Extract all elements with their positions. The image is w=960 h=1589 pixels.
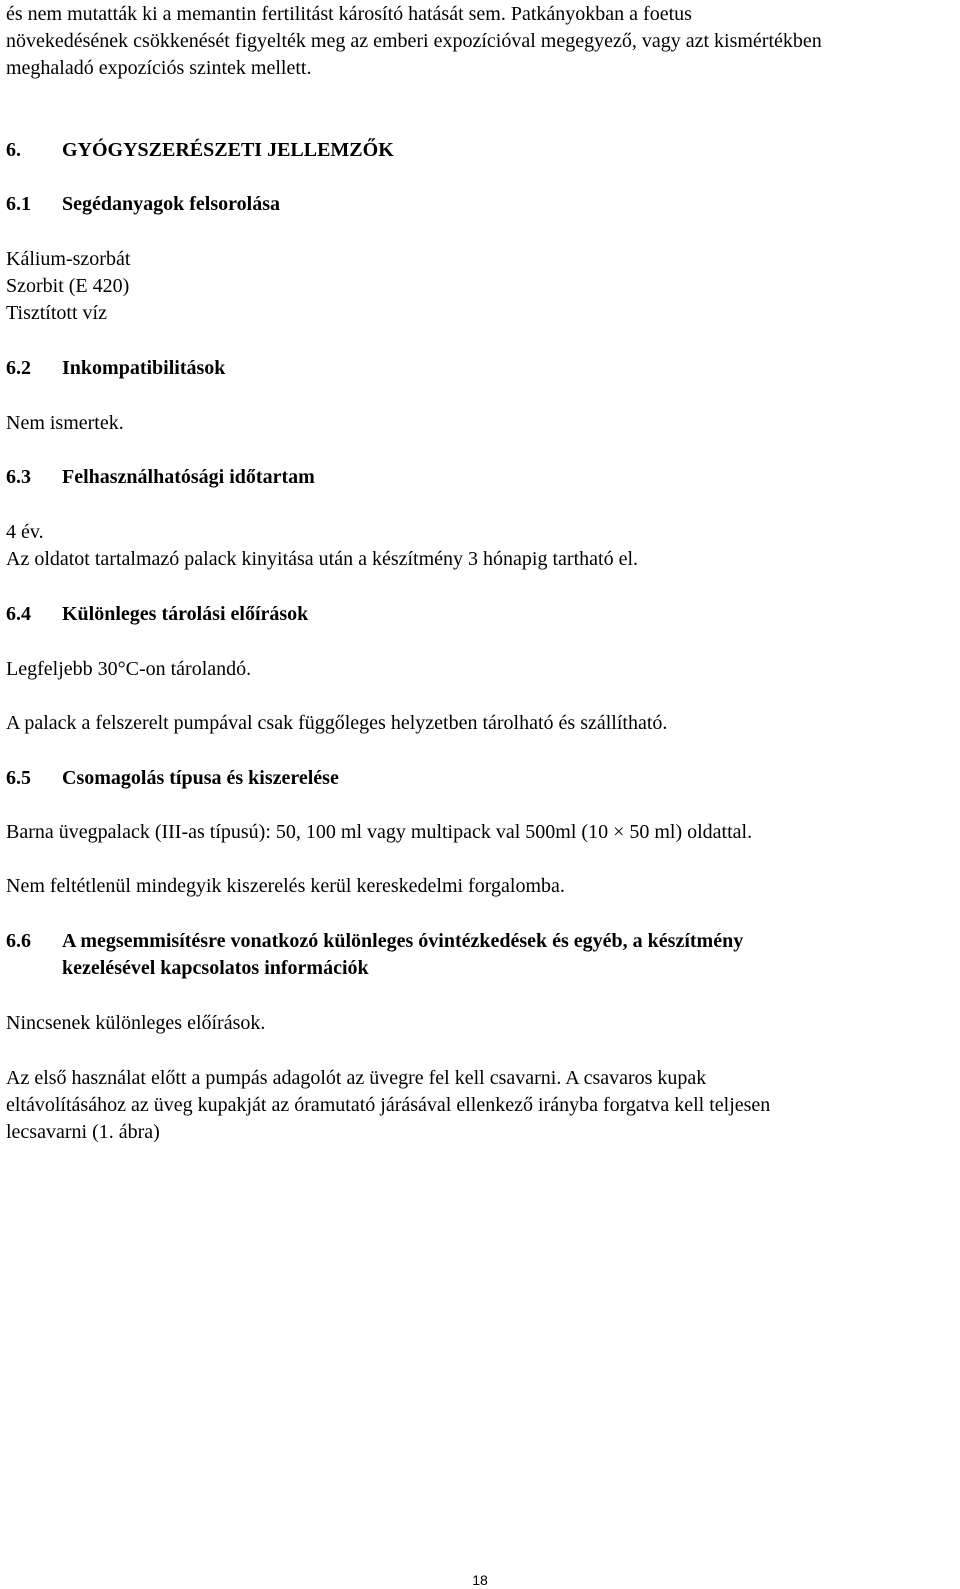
- package-text-1: Barna üvegpalack (III-as típusú): 50, 100 ml vagy multipack val 500ml (10 × 50 ml) oldattal.: [6, 821, 753, 843]
- section-number: 6.1: [6, 193, 31, 215]
- section-number: 6.6: [6, 930, 31, 952]
- section-number: 6.2: [6, 357, 31, 379]
- section-6-6-heading: [6, 928, 743, 954]
- incompatibility-text: Nem ismertek.: [6, 412, 124, 434]
- section-title: Inkompatibilitások: [62, 357, 226, 379]
- excipient-item: Szorbit (E 420): [6, 275, 130, 297]
- section-6-6-heading-cont: [6, 955, 369, 981]
- section-title-line-1: A megsemmisítésre vonatkozó különleges óvintézkedések és egyéb, a készítmény: [62, 930, 744, 952]
- excipient-item: Kálium-szorbát: [6, 248, 131, 270]
- storage-text-1: Legfeljebb 30°C-on tárolandó.: [6, 658, 252, 680]
- page-number: 18: [472, 1572, 488, 1588]
- disposal-text-1: Nincsenek különleges előírások.: [6, 1012, 266, 1034]
- section-6-3-heading: [6, 464, 315, 490]
- section-6-4-heading: [6, 601, 308, 627]
- shelf-life-line: Az oldatot tartalmazó palack kinyitása után a készítmény 3 hónapig tartható el.: [6, 548, 639, 570]
- disposal-text-2-line-1: Az első használat előtt a pumpás adagolót az üvegre fel kell csavarni. A csavaros kupak: [6, 1067, 707, 1089]
- section-title-line-2: kezelésével kapcsolatos információk: [62, 957, 369, 979]
- shelf-life-line: 4 év.: [6, 521, 44, 543]
- disposal-text-2-line-2: eltávolításához az üveg kupakját az óramutató járásával ellenkező irányba forgatva kell teljesen: [6, 1094, 771, 1116]
- section-6-1-heading: [6, 191, 280, 217]
- intro-line-3: meghaladó expozíciós szintek mellett.: [6, 57, 312, 79]
- section-title: Különleges tárolási előírások: [62, 603, 309, 625]
- storage-text-2: A palack a felszerelt pumpával csak függőleges helyzetben tárolható és szállítható.: [6, 712, 668, 734]
- section-6-5-heading: [6, 765, 339, 791]
- intro-line-1: és nem mutatták ki a memantin fertilitást károsító hatását sem. Patkányokban a foetus: [6, 3, 692, 25]
- section-title: Segédanyagok felsorolása: [62, 193, 280, 215]
- intro-line-2: növekedésének csökkenését figyelték meg az emberi expozícióval megegyező, vagy azt kismértékben: [6, 30, 822, 52]
- disposal-text-2-line-3: lecsavarni (1. ábra): [6, 1121, 160, 1143]
- package-text-2: Nem feltétlenül mindegyik kiszerelés kerül kereskedelmi forgalomba.: [6, 875, 565, 897]
- section-number: 6.3: [6, 466, 31, 488]
- excipient-item: Tisztított víz: [6, 302, 107, 324]
- section-title: Csomagolás típusa és kiszerelése: [62, 767, 339, 789]
- section-number: 6.5: [6, 767, 31, 789]
- section-title: Felhasználhatósági időtartam: [62, 466, 315, 488]
- section-6-heading: [6, 137, 394, 163]
- section-number: 6.: [6, 139, 21, 161]
- section-6-2-heading: [6, 355, 225, 381]
- section-number: 6.4: [6, 603, 31, 625]
- section-title: GYÓGYSZERÉSZETI JELLEMZŐK: [62, 139, 394, 161]
